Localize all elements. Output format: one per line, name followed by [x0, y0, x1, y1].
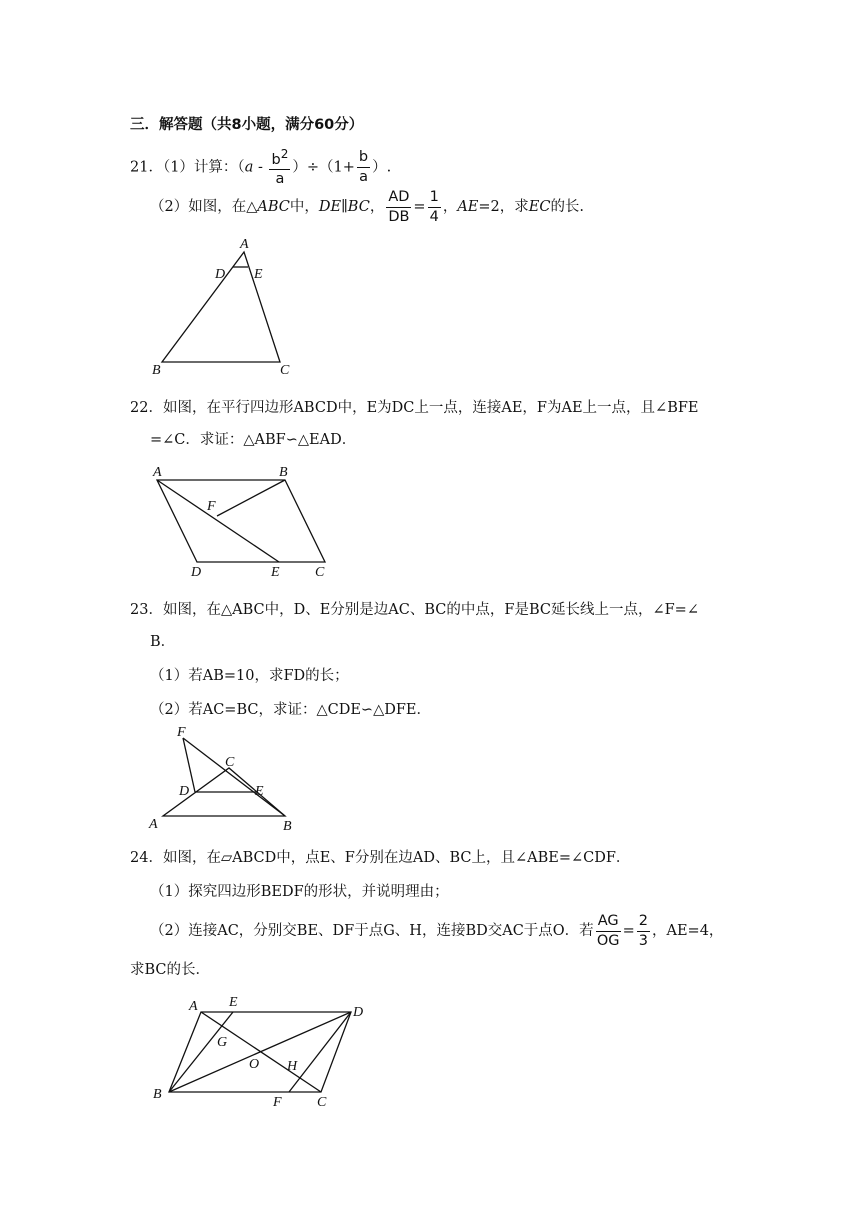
q21-p2-frac-r-num: 1	[428, 190, 441, 208]
q21-p2-c: ，	[369, 199, 385, 215]
q23-part1: （1）若AB=10，求FD的长；	[150, 668, 349, 684]
q24-figure	[145, 990, 385, 1110]
q21-part1	[130, 148, 391, 187]
q24-part2-cont: 求BC的长．	[130, 962, 211, 978]
q21-p2-ec: EC	[528, 199, 551, 215]
q22-label-e: E	[271, 565, 280, 580]
q24-label-d: D	[353, 1005, 364, 1020]
q22-line1: 22．如图，在平行四边形ABCD中，E为DC上一点，连接AE，F为AE上一点，且∠BFE	[130, 400, 699, 416]
q21-p2-e: =2，求	[478, 199, 529, 215]
q24-label-b: B	[153, 1087, 162, 1102]
q22-segment-bf	[217, 480, 285, 516]
q21-p1-minus: -	[253, 159, 268, 176]
q21-p2-frac-r	[428, 190, 441, 224]
q21-p2-frac-r-den: 4	[429, 208, 439, 225]
q23-label-f: F	[177, 725, 186, 740]
q22-label-c: C	[315, 565, 325, 580]
q21-label-b: B	[152, 363, 161, 378]
q24-segment-df	[289, 1012, 351, 1092]
q23-part2: （2）若AC=BC，求证：△CDE∽△DFE．	[150, 702, 431, 718]
q22-label-f: F	[207, 499, 216, 514]
q22-label-a: A	[153, 465, 162, 480]
q21-p1-a: a	[244, 159, 254, 176]
q21-p1-label: （1）计算：（	[162, 159, 245, 176]
q24-p2-frac-den: OG	[596, 932, 620, 949]
q21-frac2-den: a	[359, 168, 368, 185]
q23-label-e: E	[255, 784, 264, 799]
q24-segment-be	[169, 1012, 233, 1092]
q21-p2-frac-den: DB	[388, 208, 410, 225]
q21-p2-frac	[386, 190, 411, 224]
q21-p2-f: 的长.	[550, 199, 585, 215]
q22-label-b: B	[279, 465, 288, 480]
q21-part2	[150, 190, 584, 224]
q22-line2: =∠C．求证：△ABF∽△EAD．	[150, 432, 357, 448]
q21-figure	[140, 232, 310, 380]
q23-label-d: D	[179, 784, 190, 799]
q21-frac2	[357, 150, 370, 184]
q21-p2-b: 中，	[289, 199, 319, 215]
q21-p2-abc: ABC	[257, 199, 290, 215]
q23-figure	[145, 724, 305, 836]
q24-label-f: F	[273, 1095, 282, 1110]
q22-parallelogram-abcd	[157, 480, 325, 562]
q23-label-b: B	[283, 819, 292, 834]
q21-p2-d: ，	[442, 199, 458, 215]
q21-p2-ae: AE	[457, 199, 479, 215]
q23-label-a: A	[149, 817, 158, 832]
q21-frac1-num: b	[271, 151, 281, 168]
q22-figure	[145, 462, 345, 582]
q21-label-d: D	[215, 267, 226, 282]
q24-p2-b: ，AE=4，	[651, 923, 724, 939]
q21-frac2-num: b	[357, 150, 370, 168]
q24-label-c: C	[317, 1095, 327, 1110]
q21-number: 21．	[130, 159, 163, 176]
q24-p2-frac-r	[637, 914, 650, 948]
q23-line1: 23．如图，在△ABC中，D、E分别是边AC、BC的中点，F是BC延长线上一点，∠F=∠	[130, 602, 699, 618]
q21-label-a: A	[240, 237, 249, 252]
q24-p2-frac-num: AG	[596, 914, 621, 932]
q24-p2-eq: =	[622, 923, 635, 939]
q21-label-c: C	[280, 363, 290, 378]
q21-p2-eq: =	[413, 199, 426, 215]
q24-p2-frac-r-num: 2	[637, 914, 650, 932]
q24-p2-frac	[596, 914, 621, 948]
q21-frac1-den: a	[275, 171, 285, 188]
q24-label-o: O	[249, 1057, 260, 1072]
q24-p2-frac-r-den: 3	[638, 932, 648, 949]
q24-part2	[150, 914, 723, 948]
q24-line1: 24．如图，在▱ABCD中，点E、F分别在边AD、BC上，且∠ABE=∠CDF．	[130, 850, 631, 866]
q24-part1: （1）探究四边形BEDF的形状，并说明理由；	[150, 884, 449, 900]
q21-p2-a: （2）如图，在△	[150, 199, 258, 215]
q23-line2: B．	[150, 634, 176, 650]
q21-frac1	[269, 148, 290, 187]
q21-p1-mid: ）÷（1+	[292, 159, 355, 176]
q24-label-e: E	[229, 995, 238, 1010]
q21-label-e: E	[254, 267, 263, 282]
q23-label-c: C	[225, 755, 235, 770]
q21-p2-debc: DE∥BC	[318, 199, 370, 215]
q24-label-h: H	[287, 1059, 298, 1074]
q22-label-d: D	[191, 565, 202, 580]
q21-frac1-exp: 2	[280, 147, 289, 161]
q24-label-a: A	[189, 999, 198, 1014]
q23-segment-fb	[183, 738, 285, 816]
section-title: 三．解答题（共8小题，满分60分）	[130, 117, 364, 133]
q24-p2-a: （2）连接AC，分别交BE、DF于点G、H，连接BD交AC于点O．若	[150, 923, 594, 939]
q21-p2-frac-num: AD	[386, 190, 411, 208]
q24-label-g: G	[217, 1035, 228, 1050]
q21-p1-end: ）.	[372, 159, 392, 176]
